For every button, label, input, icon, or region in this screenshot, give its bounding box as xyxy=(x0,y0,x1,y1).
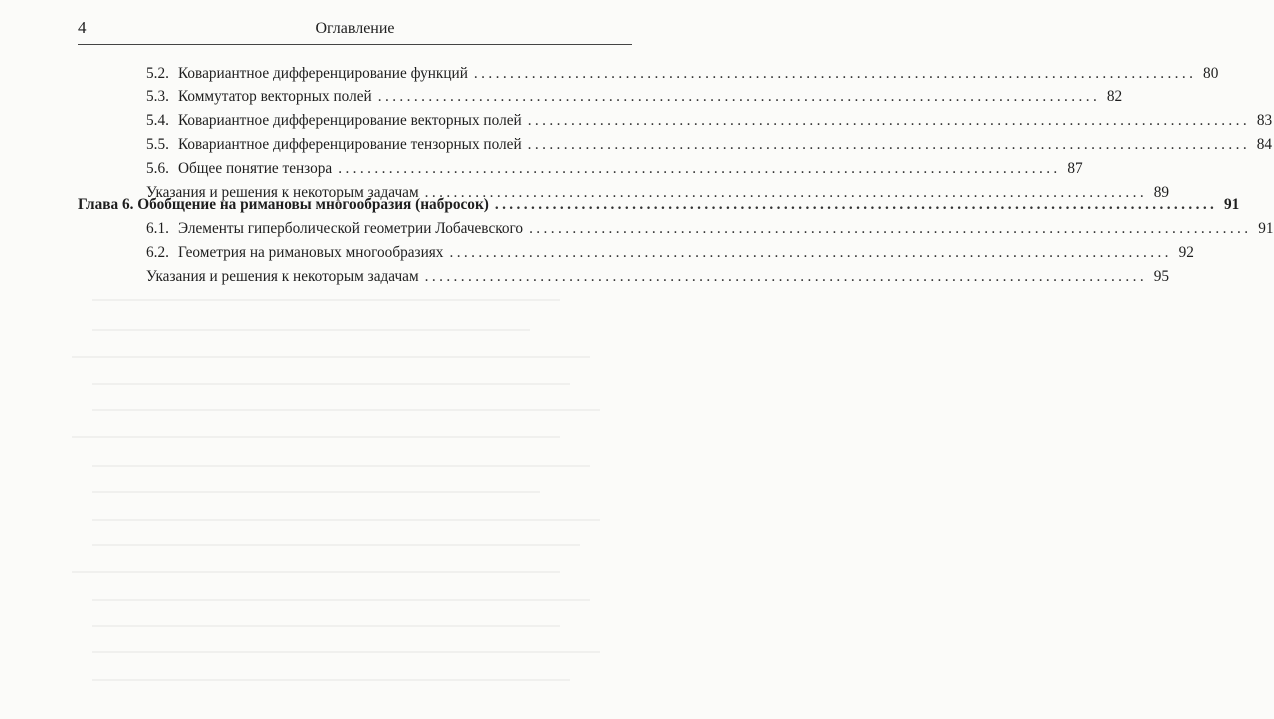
toc-entry-page: 84 xyxy=(1256,136,1273,153)
dot-leader: .................................................................................................... xyxy=(449,244,1172,261)
toc-entry-number: 6.2. xyxy=(146,244,169,261)
dot-leader: .................................................................................................... xyxy=(529,220,1252,237)
dot-leader: .................................................................................................... xyxy=(527,136,1251,153)
toc-entry-title: Ковариантное дифференцирование функций xyxy=(177,65,468,82)
toc-entry xyxy=(146,110,1273,132)
running-title: Оглавление xyxy=(315,20,395,37)
toc-entry xyxy=(146,86,1123,108)
toc-entry-page: 82 xyxy=(1106,88,1123,105)
toc-entry-title: Элементы гиперболической геометрии Лобачевского xyxy=(177,220,524,237)
dot-leader: .................................................................................................... xyxy=(424,184,1148,201)
page-header xyxy=(78,18,632,45)
toc-entry-title: Геометрия на римановых многообразиях xyxy=(177,244,444,261)
dot-leader: .................................................................................................... xyxy=(338,160,1061,177)
toc-entry-title: Ковариантное дифференцирование тензорных полей xyxy=(177,136,522,153)
toc-entry-title: Указания и решения к некоторым задачам xyxy=(146,184,419,201)
toc-entry-title: Ковариантное дифференцирование векторных полей xyxy=(177,112,522,129)
toc-entry-page: 91 xyxy=(1223,196,1240,213)
toc-chapter-entry xyxy=(78,194,1240,216)
dot-leader: .................................................................................................... xyxy=(473,65,1197,82)
toc-entry-page: 80 xyxy=(1203,65,1219,82)
toc-chapter-title: Глава 6. Обобщение на римановы многообразия (набросок) xyxy=(78,196,489,213)
page-number: 4 xyxy=(78,18,87,37)
toc-entry-page: 91 xyxy=(1258,220,1274,237)
dot-leader: .................................................................................................... xyxy=(424,268,1148,285)
toc-entry-page: 87 xyxy=(1067,160,1083,177)
toc-entry xyxy=(146,242,1194,264)
toc-entry-number: 5.4. xyxy=(146,112,169,129)
toc-entry-title: Указания и решения к некоторым задачам xyxy=(146,268,419,285)
toc-entry-title: Коммутатор векторных полей xyxy=(177,88,372,105)
toc-entry xyxy=(146,218,1274,240)
toc-entry xyxy=(146,266,1170,288)
toc-entry-page: 83 xyxy=(1256,112,1273,129)
dot-leader: .................................................................................................... xyxy=(377,88,1101,105)
dot-leader: .................................................................................................... xyxy=(527,112,1251,129)
toc-entry-page: 89 xyxy=(1153,184,1170,201)
dot-leader: .................................................................................................... xyxy=(494,196,1218,213)
toc-entry-number: 5.2. xyxy=(146,65,169,82)
toc-entry-page: 95 xyxy=(1153,268,1170,285)
toc-entry xyxy=(146,158,1083,180)
toc-entry-page: 92 xyxy=(1178,244,1194,261)
toc-entry-number: 5.6. xyxy=(146,160,169,177)
toc-entry-title: Общее понятие тензора xyxy=(177,160,333,177)
toc-entry-number: 6.1. xyxy=(146,220,169,237)
toc-entry-number: 5.5. xyxy=(146,136,169,153)
toc-entry xyxy=(146,134,1273,156)
toc-entry-number: 5.3. xyxy=(146,88,169,105)
toc-entry xyxy=(146,63,1219,85)
